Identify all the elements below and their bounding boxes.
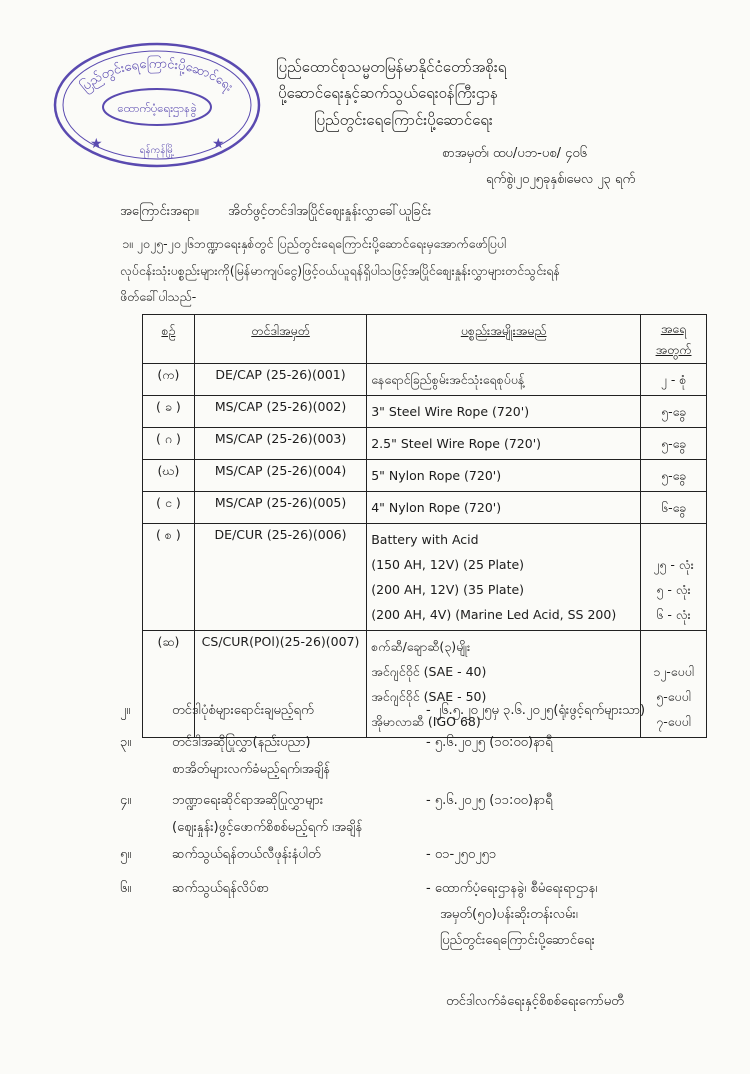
- row-tender-number: MS/CAP (25-26)(004): [194, 460, 366, 492]
- item-line: Battery with Acid: [371, 532, 479, 547]
- item-line: 5" Nylon Rope (720'): [371, 468, 502, 483]
- item-line: စက်ဆီ/ချောဆီ(၃)မျိုး: [371, 639, 471, 654]
- item-line: အင်ဂျင်ဝိုင် (SAE - 50): [371, 689, 487, 704]
- item-4-value: - ၅.၆.၂၀၂၅ (၁၁:၀၀)နာရီ: [426, 793, 553, 808]
- item-2-value: - ၂၆.၅.၂၀၂၅မှ ၃.၆.၂၀၂၅(ရုံးဖွင့်ရက်များသာ): [426, 703, 646, 718]
- table-header-row: [143, 315, 707, 364]
- table-row: [143, 524, 707, 631]
- item-4-label-line-1: ဘဏ္ဍာရေးဆိုင်ရာအဆိုပြုလွှာများ: [172, 793, 324, 808]
- row-tender-number: MS/CAP (25-26)(005): [194, 492, 366, 524]
- item-2-label: တင်ဒါပုံစံများရောင်းချမည့်ရက်: [172, 703, 314, 718]
- row-serial: ( ဂ ): [143, 428, 195, 460]
- tender-table: [142, 314, 707, 738]
- item-line: 3" Steel Wire Rope (720'): [371, 404, 530, 419]
- office-seal: [52, 40, 262, 170]
- table-row: [143, 396, 707, 428]
- item-6-number: ၆။: [120, 881, 132, 896]
- row-quantity: [641, 396, 707, 428]
- seal-outer-text: ပြည်တွင်းရေကြောင်းပို့ဆောင်ရေး: [77, 56, 236, 95]
- intro-line-1: ၁။ ၂၀၂၅-၂၀၂၆ဘဏ္ဍာရေးနှစ်တွင် ပြည်တွင်းရေကြောင်းပို့ဆောင်ရေးမှအောက်ဖော်ပြပါ: [122, 236, 507, 251]
- row-item-name: [367, 428, 641, 460]
- row-item-name: [367, 492, 641, 524]
- seal-star-right-icon: ★: [212, 136, 225, 152]
- reference-date: ရက်စွဲ၊၂၀၂၅ခုနှစ်၊မေလ ၂၃ ရက်: [486, 172, 636, 187]
- item-4-number: ၄။: [120, 793, 132, 808]
- row-serial: ( စ ): [143, 524, 195, 631]
- row-quantity: [641, 492, 707, 524]
- item-3-label-line-1: တင်ဒါအဆိုပြုလွှာ(နည်းပညာ): [172, 735, 311, 750]
- row-tender-number: DE/CAP (25-26)(001): [194, 364, 366, 396]
- header-department: ပြည်တွင်းရေကြောင်းပို့ဆောင်ရေး: [314, 111, 493, 129]
- item-4-label-line-2: (စျေးနှုန်း)ဖွင့်ဖောက်စိစစ်မည့်ရက် ၊အချိန်: [172, 820, 363, 835]
- committee-signature: တင်ဒါလက်ခံရေးနှင့်စိစစ်ရေးကော်မတီ: [446, 994, 624, 1009]
- item-5-label: ဆက်သွယ်ရန်တယ်လီဖုန်းနံပါတ်: [172, 847, 321, 862]
- item-6-label: ဆက်သွယ်ရန်လိပ်စာ: [172, 881, 269, 896]
- header-tender-number: တင်ဒါအမှတ်: [194, 315, 366, 364]
- quantity-line: [645, 527, 702, 552]
- row-serial: (က): [143, 364, 195, 396]
- item-3-value: - ၅.၆.၂၀၂၅ (၁၀:၀၀)နာရီ: [426, 735, 553, 750]
- item-line: (200 AH, 4V) (Marine Led Acid, SS 200): [371, 607, 617, 622]
- item-line: နေရောင်ခြည်စွမ်းအင်သုံးရေစုပ်ပန့်: [371, 372, 525, 387]
- item-2-number: ၂။: [120, 703, 131, 718]
- item-6-value-line-3: ပြည်တွင်းရေကြောင်းပို့ဆောင်ရေး: [440, 933, 595, 948]
- quantity-line: ၂၅ - လုံး: [653, 557, 694, 572]
- quantity-line: [645, 634, 702, 659]
- subject-label: အကြောင်းအရာ။: [120, 204, 199, 219]
- table-row: [143, 631, 707, 738]
- row-serial: (ဃ): [143, 460, 195, 492]
- header-serial: စဉ်: [143, 315, 195, 364]
- row-item-name: [367, 364, 641, 396]
- item-5-number: ၅။: [120, 847, 132, 862]
- item-6-value-line-2: အမှတ်(၅၀)ပန်းဆိုးတန်းလမ်း၊: [440, 907, 578, 922]
- row-item-name: [367, 631, 641, 738]
- quantity-line: ၅ - လုံး: [656, 582, 691, 597]
- seal-star-left-icon: ★: [90, 136, 103, 152]
- row-quantity: [641, 631, 707, 738]
- quantity-line: ၇-ပေပါ: [656, 714, 691, 729]
- item-line: (150 AH, 12V) (25 Plate): [371, 557, 525, 572]
- row-tender-number: DE/CUR (25-26)(006): [194, 524, 366, 631]
- header-government: ပြည်ထောင်စုသမ္မတမြန်မာနိုင်ငံတော်အစိုးရ: [276, 58, 507, 76]
- quantity-line: ၅-ခွေ: [661, 404, 686, 419]
- item-3-label-line-2: စာအိတ်များလက်ခံမည့်ရက်၊အချိန်: [172, 762, 330, 777]
- quantity-line: ၁၂-ပေပါ: [653, 664, 694, 679]
- subject-text: အိတ်ဖွင့်တင်ဒါအပြိုင်စျေးနှုန်းလွှာခေါ်ယူခြင်း: [228, 204, 432, 219]
- quantity-line: ၆ - လုံး: [656, 607, 691, 622]
- row-tender-number: MS/CAP (25-26)(002): [194, 396, 366, 428]
- header-item-name: ပစ္စည်းအမျိုးအမည်: [367, 315, 641, 364]
- header-quantity: အရေ အတွက်: [641, 315, 707, 364]
- table-row: [143, 492, 707, 524]
- row-serial: (ဆ): [143, 631, 195, 738]
- row-item-name: [367, 396, 641, 428]
- intro-line-2: လုပ်ငန်းသုံးပစ္စည်းများကို(မြန်မာကျပ်ငွေ)ဖြင့်ဝယ်ယူရန်ရှိပါသဖြင့်အပြိုင်စျေးနှုန်းလွှာများတင်သွင်းရန်: [120, 263, 560, 278]
- table-row: [143, 460, 707, 492]
- row-quantity: [641, 364, 707, 396]
- quantity-line: ၅-ခွေ: [661, 436, 686, 451]
- seal-inner-text: ထောက်ပံ့ရေးဌာနခွဲ: [117, 101, 197, 115]
- item-6-value-line-1: - ထောက်ပံ့ရေးဌာနခွဲ၊ စီမံရေးရာဌာန၊: [426, 881, 598, 896]
- item-line: အိုမာလာဆီ (IGO 68): [371, 714, 481, 729]
- quantity-line: ၂ - စုံ: [660, 372, 687, 387]
- item-line: အင်ဂျင်ဝိုင် (SAE - 40): [371, 664, 487, 679]
- row-tender-number: MS/CAP (25-26)(003): [194, 428, 366, 460]
- item-line: 2.5" Steel Wire Rope (720'): [371, 436, 542, 451]
- quantity-line: ၆-ခွေ: [661, 500, 686, 515]
- row-quantity: [641, 524, 707, 631]
- quantity-line: ၅-ခွေ: [661, 468, 686, 483]
- row-quantity: [641, 428, 707, 460]
- row-serial: ( ခ ): [143, 396, 195, 428]
- row-serial: ( င ): [143, 492, 195, 524]
- seal-bottom-text: ရန်ကုန်မြို့: [139, 145, 175, 156]
- item-line: 4" Nylon Rope (720'): [371, 500, 502, 515]
- item-5-value: - ၀၁-၂၅၀၂၅၁: [426, 847, 497, 862]
- table-row: [143, 364, 707, 396]
- header-ministry: ပို့ဆောင်ရေးနှင့်ဆက်သွယ်ရေးဝန်ကြီးဌာန: [278, 84, 498, 102]
- row-item-name: [367, 460, 641, 492]
- reference-number: စာအမှတ်၊ ထပ/ပဘ-ပစ/ ၄၀၆: [442, 146, 588, 161]
- row-quantity: [641, 460, 707, 492]
- item-3-number: ၃။: [120, 735, 132, 750]
- table-row: [143, 428, 707, 460]
- row-item-name: [367, 524, 641, 631]
- quantity-line: ၅-ပေပါ: [656, 689, 691, 704]
- row-tender-number: CS/CUR(POl)(25-26)(007): [194, 631, 366, 738]
- item-line: (200 AH, 12V) (35 Plate): [371, 582, 525, 597]
- intro-line-3: ဖိတ်ခေါ်ပါသည်-: [120, 289, 197, 304]
